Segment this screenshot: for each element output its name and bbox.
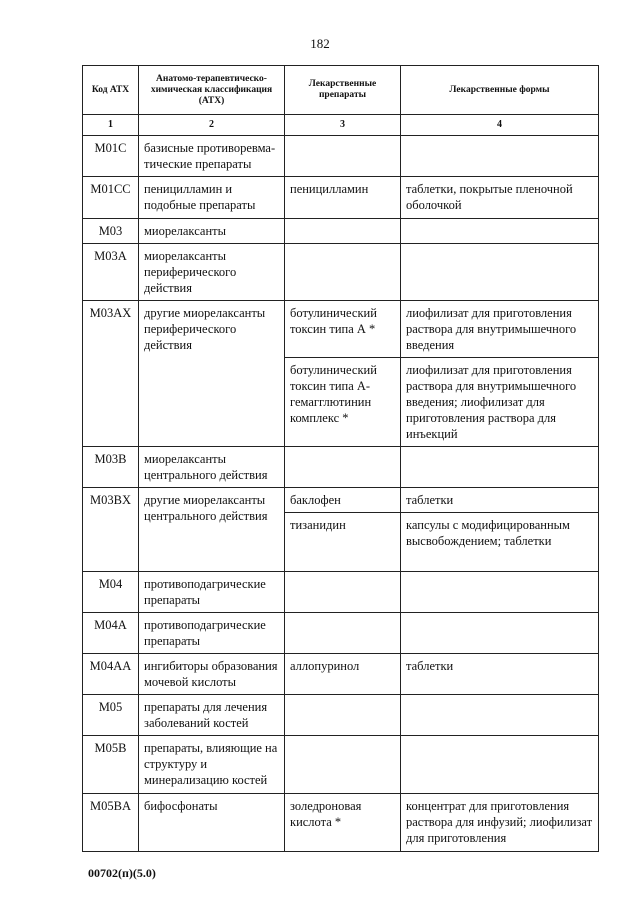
- dosage-form: [401, 695, 599, 736]
- table-row: [83, 301, 599, 358]
- dosage-form: таблетки: [401, 488, 599, 513]
- table-row: [83, 794, 599, 852]
- table-row: [83, 219, 599, 244]
- atx-table: [82, 65, 599, 852]
- page-number: 182: [310, 36, 330, 51]
- atx-class: препараты, влияющие на структуру и минерализацию костей: [139, 736, 285, 794]
- column-number: 4: [401, 115, 599, 136]
- table-row: [83, 136, 599, 177]
- atx-code: M04AA: [83, 654, 139, 695]
- atx-class: противоподагрические препараты: [139, 572, 285, 613]
- drug-name: [285, 136, 401, 177]
- drug-name: тизанидин: [285, 513, 401, 572]
- dosage-form: лиофилизат для приготовления раствора для внутримышечного введения; лиофилизат для приготовления раствора для инъекций: [401, 358, 599, 447]
- atx-class: ингибиторы образования мочевой кислоты: [139, 654, 285, 695]
- dosage-form: [401, 447, 599, 488]
- atx-code: M03: [83, 219, 139, 244]
- table-row: [83, 447, 599, 488]
- dosage-form: [401, 219, 599, 244]
- drug-name: ботулинический токсин типа А-гемагглютинин комплекс *: [285, 358, 401, 447]
- drug-name: [285, 572, 401, 613]
- header-classification: Анатомо-терапевтическо-химическая классификация (АТХ): [139, 66, 285, 115]
- atx-code: M05B: [83, 736, 139, 794]
- header-drugs: Лекарственные препараты: [285, 66, 401, 115]
- document-code: 00702(п)(5.0): [88, 866, 156, 880]
- drug-name: баклофен: [285, 488, 401, 513]
- atx-code: M03B: [83, 447, 139, 488]
- header-forms: Лекарственные формы: [401, 66, 599, 115]
- drug-name: [285, 695, 401, 736]
- table-row: [83, 695, 599, 736]
- dosage-form: [401, 613, 599, 654]
- header-code: Код АТХ: [83, 66, 139, 115]
- table-row: [83, 177, 599, 219]
- atx-code: M04: [83, 572, 139, 613]
- dosage-form: таблетки: [401, 654, 599, 695]
- table-header-row: [83, 66, 599, 115]
- column-number: 3: [285, 115, 401, 136]
- table-row: [83, 572, 599, 613]
- dosage-form: [401, 572, 599, 613]
- atx-class: миорелаксанты: [139, 219, 285, 244]
- drug-name: пеницилламин: [285, 177, 401, 219]
- drug-name: [285, 447, 401, 488]
- atx-code: M01C: [83, 136, 139, 177]
- table-row: [83, 488, 599, 513]
- table-row: [83, 613, 599, 654]
- atx-class: бифосфонаты: [139, 794, 285, 852]
- column-number-row: [83, 115, 599, 136]
- dosage-form: таблетки, покрытые пленочной оболочкой: [401, 177, 599, 219]
- dosage-form: концентрат для приготовления раствора для инфузий; лиофилизат для приготовления: [401, 794, 599, 852]
- table-row: [83, 736, 599, 794]
- atx-code: M05BA: [83, 794, 139, 852]
- drug-name: золедроновая кислота *: [285, 794, 401, 852]
- dosage-form: лиофилизат для приготовления раствора для внутримышечного введения: [401, 301, 599, 358]
- atx-code: M03BX: [83, 488, 139, 572]
- table-row: [83, 654, 599, 695]
- atx-class: миорелаксанты центрального действия: [139, 447, 285, 488]
- dosage-form: капсулы с модифицированным высвобождением; таблетки: [401, 513, 599, 572]
- atx-code: M03A: [83, 244, 139, 301]
- atx-code: M01CC: [83, 177, 139, 219]
- column-number: 2: [139, 115, 285, 136]
- atx-class: пеницилламин и подобные препараты: [139, 177, 285, 219]
- atx-class: другие миорелаксанты центрального действия: [139, 488, 285, 572]
- dosage-form: [401, 244, 599, 301]
- drug-name: ботулинический токсин типа А *: [285, 301, 401, 358]
- drug-name: [285, 736, 401, 794]
- drug-name: аллопуринол: [285, 654, 401, 695]
- dosage-form: [401, 736, 599, 794]
- column-number: 1: [83, 115, 139, 136]
- drug-name: [285, 219, 401, 244]
- table-row: [83, 244, 599, 301]
- drug-name: [285, 613, 401, 654]
- atx-class: другие миорелаксанты периферического действия: [139, 301, 285, 447]
- atx-code: M03AX: [83, 301, 139, 447]
- atx-code: M04A: [83, 613, 139, 654]
- drug-name: [285, 244, 401, 301]
- dosage-form: [401, 136, 599, 177]
- atx-class: базисные противоревма-тические препараты: [139, 136, 285, 177]
- atx-class: миорелаксанты периферического действия: [139, 244, 285, 301]
- atx-class: препараты для лечения заболеваний костей: [139, 695, 285, 736]
- atx-class: противоподагрические препараты: [139, 613, 285, 654]
- atx-code: M05: [83, 695, 139, 736]
